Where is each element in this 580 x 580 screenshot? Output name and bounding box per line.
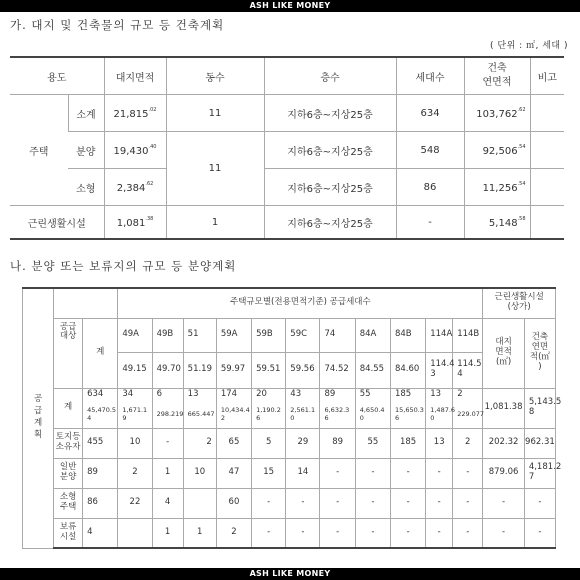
subarea-cell: 229.077 (453, 402, 483, 428)
value-cell: - (355, 458, 390, 488)
type-cell: 84A (355, 318, 390, 352)
header-main: 주택규모별(전용면적기준) 공급세대수 (118, 288, 483, 318)
facility-floor-cell: - (524, 488, 555, 518)
households-cell: 548 (396, 132, 464, 169)
value-cell: - (453, 458, 483, 488)
value-cell: 10 (118, 428, 152, 458)
top-banner: ASH LIKE MONEY (0, 0, 580, 12)
value-cell: 4 (152, 488, 183, 518)
floors-cell: 지하6층~지상25층 (264, 95, 396, 132)
housing-label: 주택 (10, 95, 68, 206)
value-cell: 2 (453, 428, 483, 458)
note-cell (530, 206, 564, 240)
facility-floor-header: 건축 연면 적(㎡ ) (524, 318, 555, 388)
value-cell: - (252, 518, 286, 548)
floors-cell: 지하6층~지상25층 (264, 132, 396, 169)
area-cell: 59.56 (286, 352, 320, 388)
count-cell: 6 (152, 388, 183, 402)
value-cell: 1 (183, 518, 216, 548)
value-cell: - (355, 488, 390, 518)
count-cell: 2 (453, 388, 483, 402)
total-cell: 86 (83, 488, 118, 518)
value-cell (118, 518, 152, 548)
count-cell: 174 (216, 388, 251, 402)
facility-floor-cell: 962.31 (524, 428, 555, 458)
value-cell: 1 (152, 458, 183, 488)
value-cell: - (453, 488, 483, 518)
type-cell: 59B (252, 318, 286, 352)
value-cell: - (286, 518, 320, 548)
count-cell: 89 (320, 388, 355, 402)
value-cell: 1 (152, 518, 183, 548)
facility-site-cell: - (483, 488, 524, 518)
buildings-cell: 11 (166, 95, 264, 132)
subarea-cell: 1,671.1 9 (118, 402, 152, 428)
row-label: 분양 (68, 132, 104, 169)
value-cell (183, 488, 216, 518)
area-cell: 59.51 (252, 352, 286, 388)
blank-cell (54, 288, 83, 318)
value-cell: 55 (355, 428, 390, 458)
floor-area-cell: $103,762^{.62}$ (464, 95, 530, 132)
header-floor-area: 건축 연면적 (464, 57, 530, 95)
count-cell: 13 (426, 388, 453, 402)
value-cell: - (152, 428, 183, 458)
value-cell: 13 (426, 428, 453, 458)
site-area-cell: $2,384^{.62}$ (104, 169, 166, 206)
value-cell: 2 (118, 458, 152, 488)
count-cell: 34 (118, 388, 152, 402)
area-cell: 49.15 (118, 352, 152, 388)
floor-area-cell: $11,256^{.54}$ (464, 169, 530, 206)
floors-cell: 지하6층~지상25층 (264, 206, 396, 240)
unit-label: ( 단위 : ㎡, 세대 ) (490, 41, 568, 51)
side-label: 공 급 계 획 (23, 288, 54, 548)
total-cell: 4 (83, 518, 118, 548)
subarea-cell: 10,434.4 2 (216, 402, 251, 428)
value-cell: - (320, 458, 355, 488)
area-cell: 114.5 4 (453, 352, 483, 388)
type-cell: 59A (216, 318, 251, 352)
site-area-cell: $19,430^{.40}$ (104, 132, 166, 169)
value-cell: 15 (252, 458, 286, 488)
count-cell: 43 (286, 388, 320, 402)
header-site-area: 대지면적 (104, 57, 166, 95)
note-cell (530, 132, 564, 169)
subarea-cell: 4,650.4 0 (355, 402, 390, 428)
value-cell: 2 (216, 518, 251, 548)
facility-site-cell: - (483, 518, 524, 548)
value-cell: - (426, 458, 453, 488)
value-cell: - (426, 488, 453, 518)
row-label: 일반 분양 (54, 458, 83, 488)
sales-plan-table (22, 287, 562, 549)
header-use: 용도 (10, 57, 104, 95)
row-label: 소형 (68, 169, 104, 206)
area-cell: 84.60 (390, 352, 425, 388)
count-cell: 634 (83, 388, 118, 402)
count-cell: 20 (252, 388, 286, 402)
total-cell: 455 (83, 428, 118, 458)
row-label: 보류 시설 (54, 518, 83, 548)
value-cell: - (320, 518, 355, 548)
section2-title: 나. 분양 또는 보류지의 규모 등 분양계획 (10, 259, 237, 273)
value-cell: 22 (118, 488, 152, 518)
area-cell: 59.97 (216, 352, 251, 388)
value-cell: - (453, 518, 483, 548)
section1-title: 가. 대지 및 건축물의 규모 등 건축계획 (10, 18, 225, 32)
value-cell: 14 (286, 458, 320, 488)
value-cell: 10 (183, 458, 216, 488)
value-cell: 2 (183, 428, 216, 458)
site-area-cell: $21,815^{.02}$ (104, 95, 166, 132)
subarea-cell: 665.447 (183, 402, 216, 428)
subarea-cell: 1,190.2 6 (252, 402, 286, 428)
type-cell: 59C (286, 318, 320, 352)
type-cell: 49A (118, 318, 152, 352)
value-cell: 89 (320, 428, 355, 458)
type-cell: 74 (320, 318, 355, 352)
total-header: 계 (83, 318, 118, 388)
floor-area-cell: $92,506^{.54}$ (464, 132, 530, 169)
supply-target-label: 공급 대상 (54, 318, 83, 388)
subarea-cell: 2,561.1 0 (286, 402, 320, 428)
area-cell: 51.19 (183, 352, 216, 388)
area-cell: 114.4 3 (426, 352, 453, 388)
value-cell: - (426, 518, 453, 548)
value-cell: 60 (216, 488, 251, 518)
households-cell: 634 (396, 95, 464, 132)
subarea-cell: 45,470.5 4 (83, 402, 118, 428)
header-buildings: 동수 (166, 57, 264, 95)
count-cell: 55 (355, 388, 390, 402)
subarea-cell: 15,650.3 6 (390, 402, 425, 428)
value-cell: - (355, 518, 390, 548)
facility-site-header: 대지 면적 (㎡) (483, 318, 524, 388)
value-cell: 5 (252, 428, 286, 458)
blank-cell (83, 288, 118, 318)
value-cell: 185 (390, 428, 425, 458)
subarea-cell: 6,632.3 6 (320, 402, 355, 428)
merged-buildings-cell: 11 (166, 132, 264, 206)
value-cell: 65 (216, 428, 251, 458)
building-plan-table (10, 56, 564, 240)
facility-floor-total: 5,143.5 8 (524, 388, 555, 428)
count-cell: 13 (183, 388, 216, 402)
header-facility: 근린생활시설 (상가) (483, 288, 556, 318)
facility-site-cell: 879.06 (483, 458, 524, 488)
bottom-banner: ASH LIKE MONEY (0, 568, 580, 580)
note-cell (530, 95, 564, 132)
total-row-label: 계 (54, 388, 83, 428)
households-cell: 86 (396, 169, 464, 206)
area-cell: 49.70 (152, 352, 183, 388)
subarea-cell: 1,487.6 0 (426, 402, 453, 428)
header-households: 세대수 (396, 57, 464, 95)
header-floors: 층수 (264, 57, 396, 95)
households-cell: - (396, 206, 464, 240)
site-area-cell: $1,081^{.38}$ (104, 206, 166, 240)
type-cell: 84B (390, 318, 425, 352)
row-label: 토지등 소유자 (54, 428, 83, 458)
floors-cell: 지하6층~지상25층 (264, 169, 396, 206)
value-cell: - (286, 488, 320, 518)
value-cell: - (390, 488, 425, 518)
value-cell: 47 (216, 458, 251, 488)
type-cell: 114A (426, 318, 453, 352)
area-cell: 84.55 (355, 352, 390, 388)
total-cell: 89 (83, 458, 118, 488)
header-note: 비고 (530, 57, 564, 95)
type-cell: 51 (183, 318, 216, 352)
floor-area-cell: $5,148^{.58}$ (464, 206, 530, 240)
type-cell: 114B (453, 318, 483, 352)
facility-floor-cell: 4,181.2 7 (524, 458, 555, 488)
value-cell: - (390, 458, 425, 488)
value-cell: 29 (286, 428, 320, 458)
count-cell: 185 (390, 388, 425, 402)
area-cell: 74.52 (320, 352, 355, 388)
value-cell: - (320, 488, 355, 518)
row-label: 소형 주택 (54, 488, 83, 518)
buildings-cell: 1 (166, 206, 264, 240)
row-label: 소계 (68, 95, 104, 132)
facility-site-total: 1,081.38 (483, 388, 524, 428)
value-cell: - (390, 518, 425, 548)
facility-site-cell: 202.32 (483, 428, 524, 458)
subarea-cell: 298.219 (152, 402, 183, 428)
type-cell: 49B (152, 318, 183, 352)
facility-label: 근린생활시설 (10, 206, 104, 240)
facility-floor-cell: - (524, 518, 555, 548)
note-cell (530, 169, 564, 206)
value-cell: - (252, 488, 286, 518)
